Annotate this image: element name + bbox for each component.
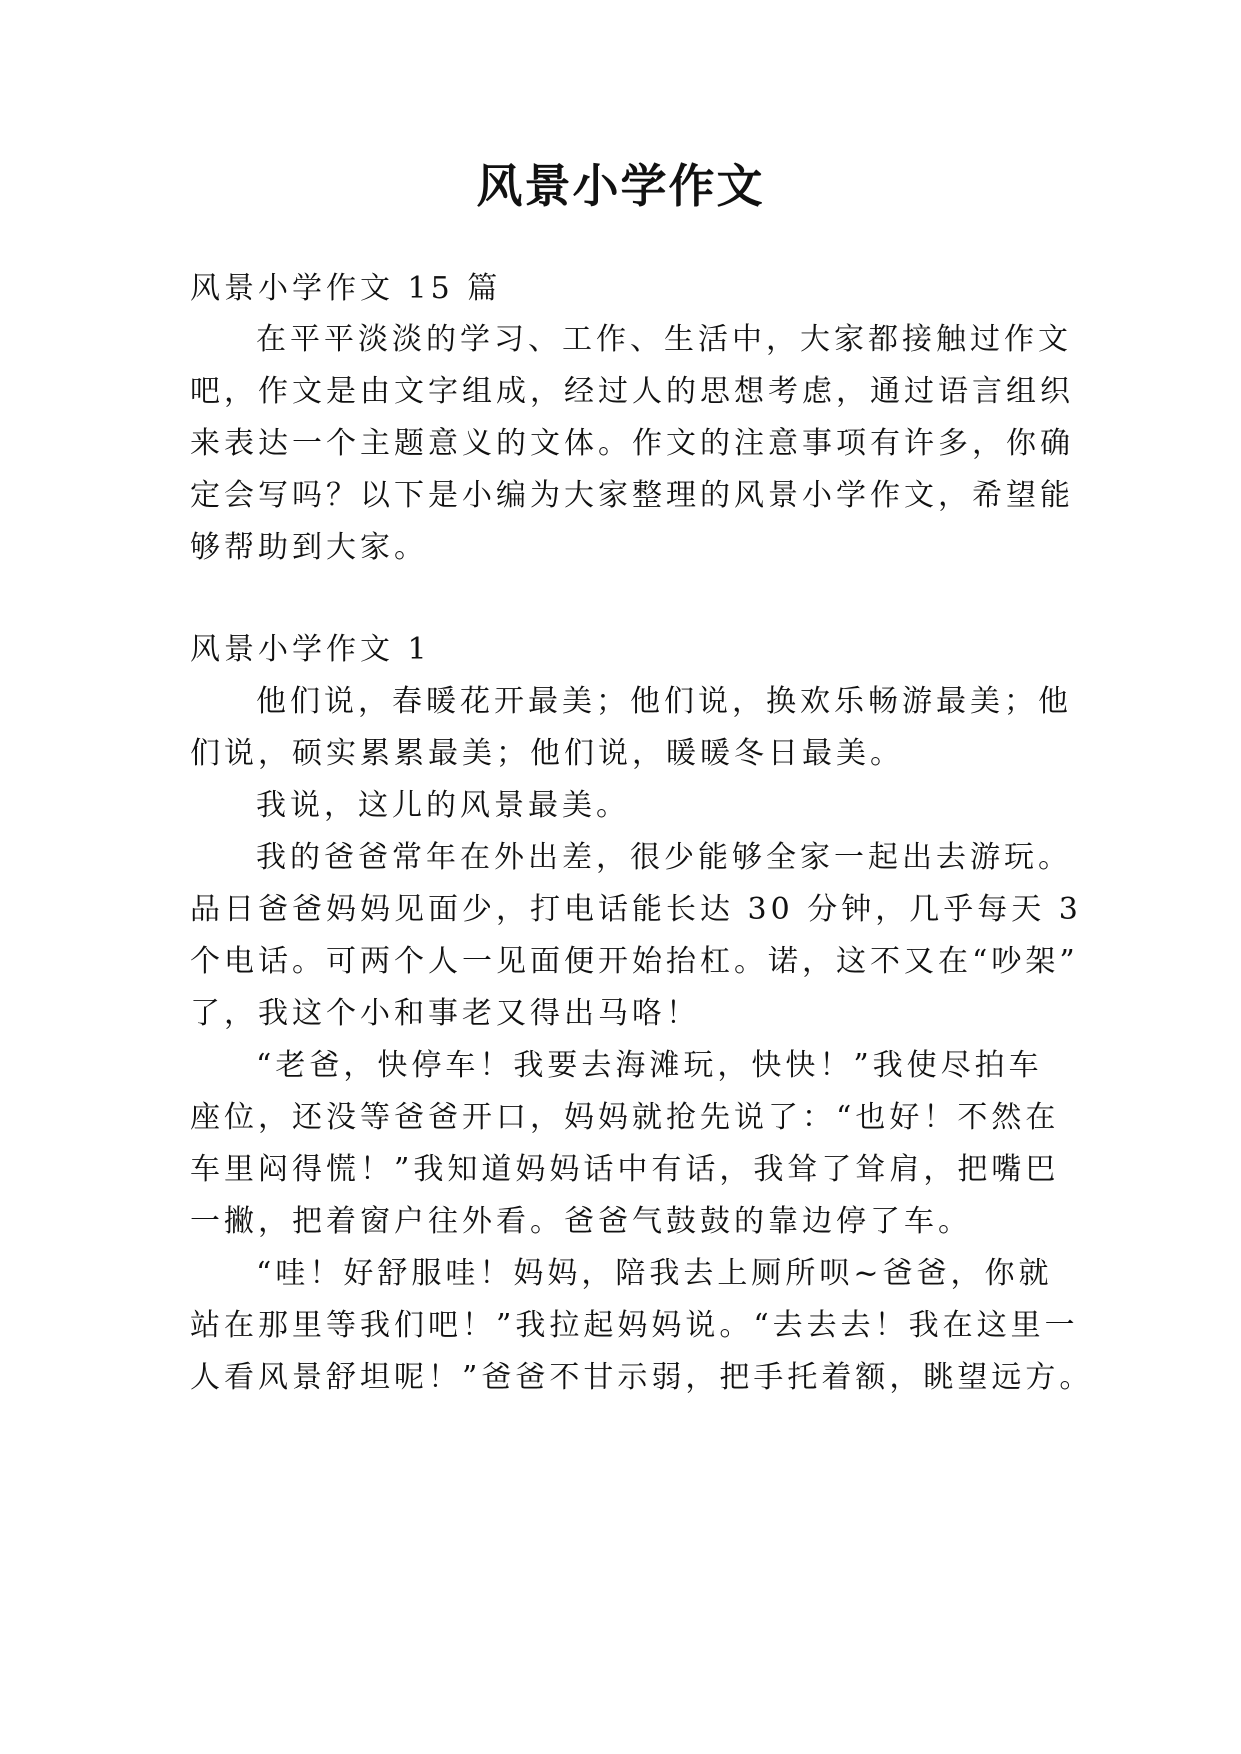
intro-line: 够帮助到大家。 <box>190 530 428 565</box>
body-line: 们说，硕实累累最美；他们说，暖暖冬日最美。 <box>190 736 904 771</box>
body-line: 座位，还没等爸爸开口，妈妈就抢先说了：“也好！不然在 <box>190 1100 1060 1135</box>
intro-line: 吧，作文是由文字组成，经过人的思想考虑，通过语言组织 <box>190 374 1074 409</box>
intro-line: 定会写吗？以下是小编为大家整理的风景小学作文，希望能 <box>190 478 1074 513</box>
body-line: 一撇，把着窗户往外看。爸爸气鼓鼓的靠边停了车。 <box>190 1204 972 1239</box>
body-line: 人看风景舒坦呢！”爸爸不甘示弱，把手托着额，眺望远方。 <box>190 1360 1094 1395</box>
section-heading: 风景小学作文 1 <box>190 632 431 667</box>
body-line: 个电话。可两个人一见面便开始抬杠。诺，这不又在“吵架” <box>190 944 1079 979</box>
body-line: 品日爸爸妈妈见面少，打电话能长达 30 分钟，几乎每天 3 <box>190 892 1082 927</box>
body-line: 我的爸爸常年在外出差，很少能够全家一起出去游玩。 <box>256 840 1072 875</box>
body-line: 站在那里等我们吧！”我拉起妈妈说。“去去去！我在这里一 <box>190 1308 1079 1343</box>
collection-subtitle: 风景小学作文 15 篇 <box>190 271 502 306</box>
body-line: 车里闷得慌！”我知道妈妈话中有话，我耸了耸肩，把嘴巴 <box>190 1152 1060 1187</box>
intro-line: 来表达一个主题意义的文体。作文的注意事项有许多，你确 <box>190 426 1074 461</box>
intro-line: 在平平淡淡的学习、工作、生活中，大家都接触过作文 <box>256 322 1072 357</box>
body-line: “哇！好舒服哇！妈妈，陪我去上厕所呗~爸爸，你就 <box>256 1256 1053 1291</box>
body-line: 我说，这儿的风景最美。 <box>256 788 630 823</box>
body-line: 他们说，春暖花开最美；他们说，换欢乐畅游最美；他 <box>256 684 1072 719</box>
body-line: “老爸，快停车！我要去海滩玩，快快！”我使尽拍车 <box>256 1048 1043 1083</box>
body-line: 了，我这个小和事老又得出马咯！ <box>190 996 700 1031</box>
document-title: 风景小学作文 <box>476 159 765 213</box>
